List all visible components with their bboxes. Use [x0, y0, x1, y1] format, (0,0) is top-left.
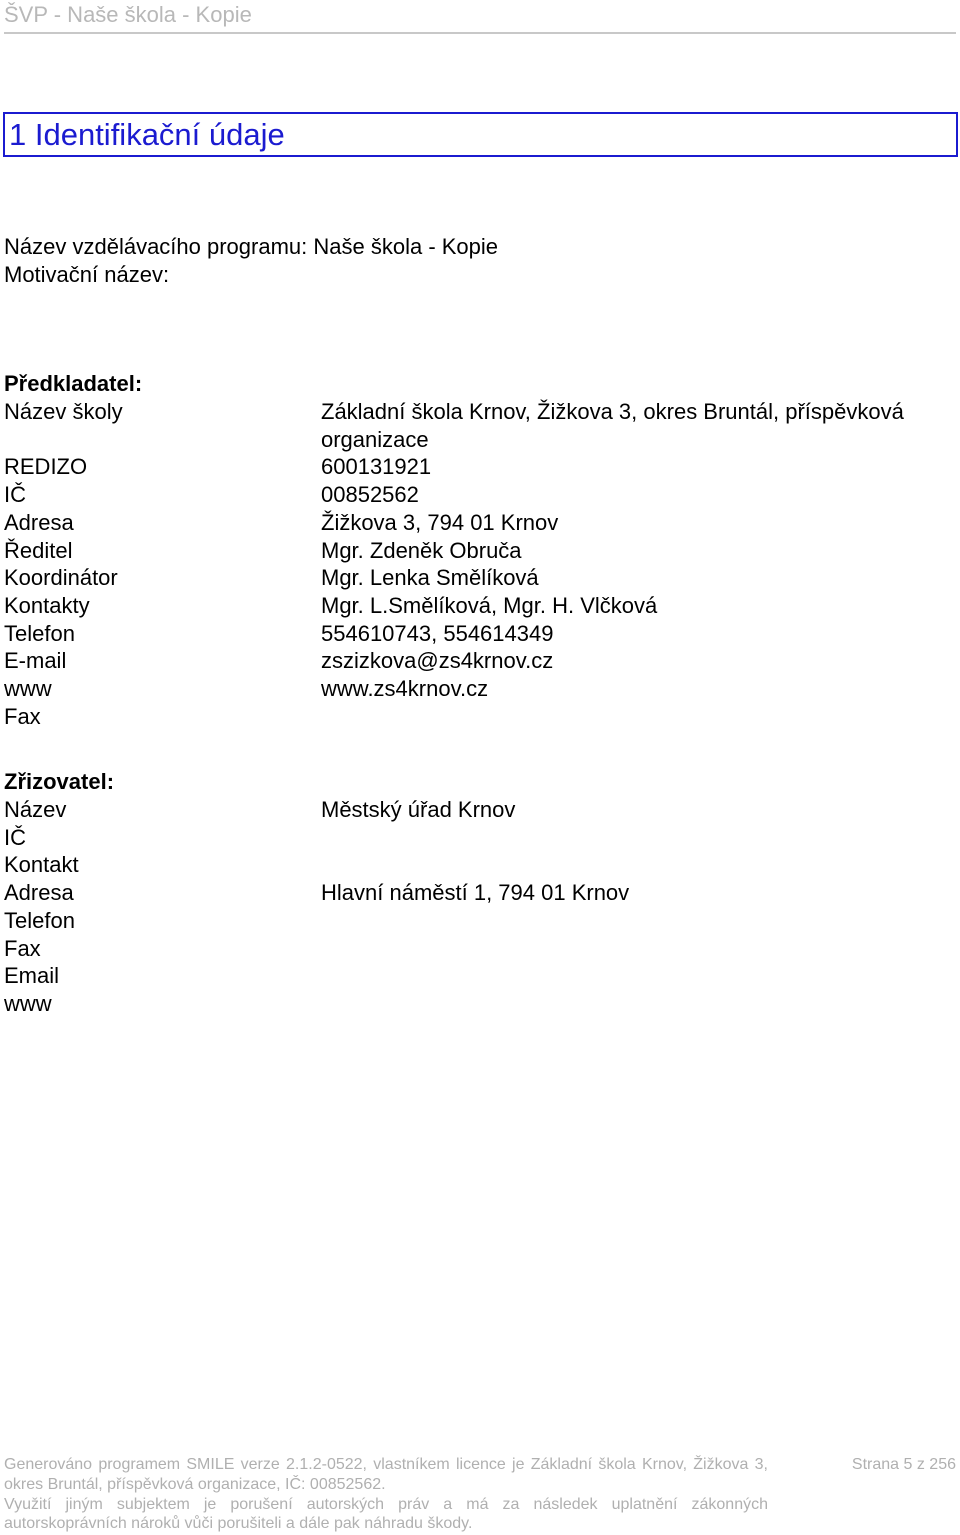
chapter-box	[3, 112, 958, 157]
row-value	[321, 703, 960, 731]
table-row	[4, 398, 960, 453]
row-value	[321, 935, 960, 963]
row-value: Městský úřad Krnov	[321, 797, 516, 822]
table-row	[4, 907, 960, 935]
table-row	[4, 796, 960, 824]
row-key: Název	[4, 797, 67, 822]
row-value: Mgr. Lenka Smělíková	[321, 565, 539, 591]
row-value: www.zs4krnov.cz	[321, 676, 489, 702]
row-key: Kontakty	[4, 592, 90, 618]
row-value	[321, 962, 960, 990]
row-key: www	[4, 990, 52, 1016]
table-row	[4, 647, 960, 675]
row-key: www	[4, 676, 52, 702]
row-value	[321, 824, 960, 852]
row-value	[321, 907, 960, 935]
row-key: Koordinátor	[4, 565, 118, 591]
row-value: Mgr. Zdeněk Obruča	[321, 537, 522, 563]
footer-line-3: Využití jiným subjektem je porušení autorských práv a má za následek uplatnění zákonných	[4, 1495, 768, 1513]
footer-line-2: okres Bruntál, příspěvková organizace, IČ: 00852562.	[4, 1475, 386, 1493]
row-key: REDIZO	[4, 454, 88, 480]
predkladatel-rows	[4, 398, 960, 730]
header-rule	[4, 32, 956, 34]
table-row	[4, 453, 960, 481]
row-key: IČ	[4, 824, 26, 850]
zrizovatel-rows	[4, 796, 960, 1018]
row-key: Adresa	[4, 509, 74, 535]
row-value	[321, 990, 960, 1018]
row-value: 00852562	[321, 482, 419, 508]
row-key: Fax	[4, 703, 41, 729]
footer-line-1: Generováno programem SMILE verze 2.1.2-0522, vlastníkem licence je Základní škola Krnov, Žižkova 3,	[4, 1456, 768, 1473]
row-key: Telefon	[4, 907, 75, 933]
row-key: Ředitel	[4, 537, 73, 563]
table-row	[4, 509, 960, 537]
zrizovatel-table	[4, 796, 960, 1018]
table-row	[4, 824, 960, 852]
table-row	[4, 879, 960, 907]
row-value: Mgr. L.Smělíková, Mgr. H. Vlčková	[321, 592, 658, 618]
chapter-title: 1 Identifikační údaje	[9, 117, 285, 152]
footer-line-4: autorskoprávních nároků vůči porušiteli a dále pak náhradu škody.	[4, 1515, 473, 1533]
row-key: Email	[4, 963, 60, 989]
table-row	[4, 703, 960, 731]
table-row	[4, 481, 960, 509]
footer-license-text	[4, 1455, 768, 1534]
table-row	[4, 851, 960, 879]
row-key: Telefon	[4, 620, 75, 646]
program-name: Název vzdělávacího programu: Naše škola - Kopie	[4, 234, 499, 259]
row-value: Základní škola Krnov, Žižkova 3, okres Bruntál, příspěvková organizace	[321, 399, 904, 452]
row-key: Adresa	[4, 880, 74, 906]
page-number: Strana 5 z 256	[851, 1456, 956, 1473]
row-value: zszizkova@zs4krnov.cz	[321, 648, 554, 674]
predkladatel-heading: Předkladatel:	[4, 371, 143, 396]
row-key: Název školy	[4, 399, 123, 424]
table-row	[4, 620, 960, 648]
row-value	[321, 851, 960, 879]
table-row	[4, 962, 960, 990]
table-row	[4, 537, 960, 565]
table-row	[4, 675, 960, 703]
zrizovatel-heading: Zřizovatel:	[4, 769, 115, 794]
row-value: 600131921	[321, 454, 432, 480]
running-header: ŠVP - Naše škola - Kopie	[4, 2, 252, 27]
table-row	[4, 564, 960, 592]
table-row	[4, 935, 960, 963]
row-value: Hlavní náměstí 1, 794 01 Krnov	[321, 880, 630, 906]
row-value: Žižkova 3, 794 01 Krnov	[321, 509, 559, 535]
row-key: E-mail	[4, 648, 67, 674]
row-key: Kontakt	[4, 852, 79, 878]
predkladatel-table	[4, 398, 960, 730]
row-key: IČ	[4, 482, 26, 508]
table-row	[4, 990, 960, 1018]
row-key: Fax	[4, 935, 41, 961]
motivation-name: Motivační název:	[4, 262, 170, 287]
row-value: 554610743, 554614349	[321, 620, 554, 646]
table-row	[4, 592, 960, 620]
